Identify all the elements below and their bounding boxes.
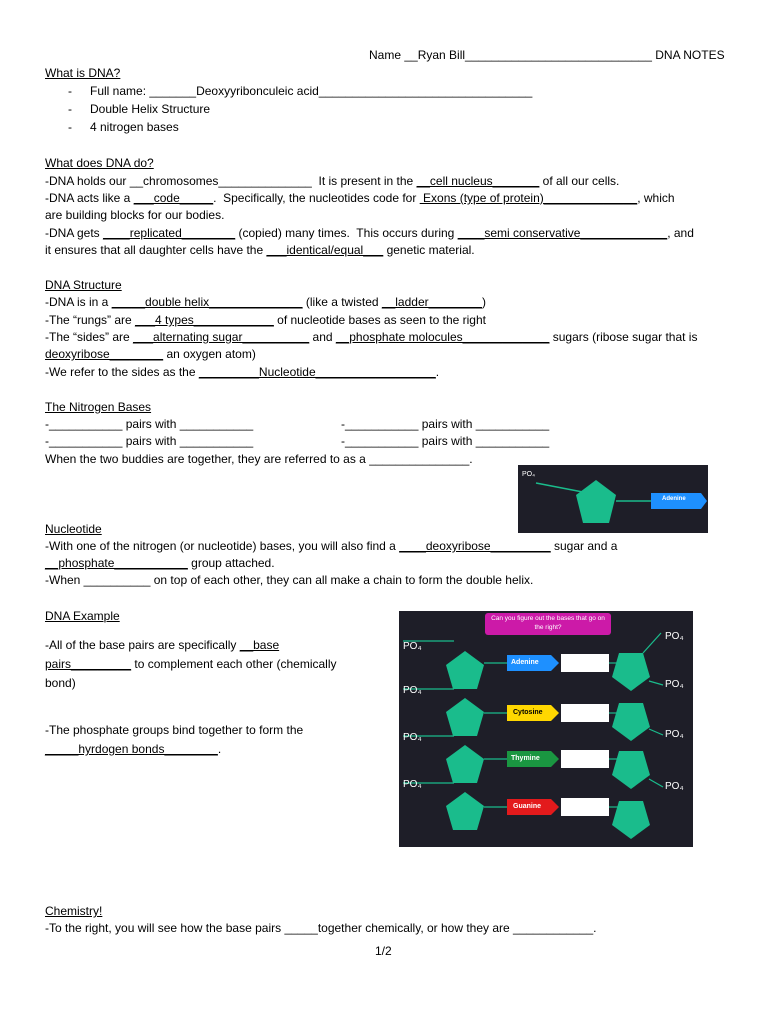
dna-do-line-2: -DNA acts like a ___code_____. Specifically, the nucleotides code for Exons (type of protein)______________, which [45,191,675,205]
right-backbone-line [649,729,663,735]
left-sugar-1 [446,651,484,689]
cytosine-label: Cytosine [513,709,543,716]
pairs-right-1: -___________ pairs with ___________ [341,417,550,431]
guanine-label: Guanine [513,803,542,810]
adenine-label: Adenine [662,496,686,502]
dna-do-line-1: -DNA holds our __chromosomes______________ It is present in the __cell nucleus_______ of all our cells. [45,174,620,188]
bullet-full-name: Full name: _______Deoxyyribonculeic acid________________________________ [90,84,533,98]
po4-label: PO₄ [522,471,535,478]
answer-box-2 [561,704,609,722]
dna-example-heading: DNA Example [45,609,120,623]
sugar-pentagon [576,480,616,523]
right-backbone-line [643,633,661,653]
pairs-left-1: -___________ pairs with ___________ [45,417,254,431]
answer-box-3 [561,750,609,768]
bullet-nitrogen-bases: 4 nitrogen bases [90,120,179,134]
example-line-3: bond) [45,676,76,690]
thymine-label: Thymine [511,755,540,762]
bullet-dash: - [68,84,72,98]
bullet-dash: - [68,102,72,116]
page-number: 1/2 [375,944,392,958]
base-pair-figure [399,611,693,847]
chemistry-line: -To the right, you will see how the base pairs _____together chemically, or how they are ____________. [45,921,597,935]
left-sugar-3 [446,745,484,783]
what-does-dna-do-heading: What does DNA do? [45,156,154,170]
what-is-dna-heading: What is DNA? [45,66,121,80]
left-sugar-4 [446,792,484,830]
phosphate-bond-line [536,483,588,493]
bullet-dash: - [68,120,72,134]
chemistry-heading: Chemistry! [45,904,103,918]
answer-box-4 [561,798,609,816]
nucleotide-figure [518,465,708,533]
nucleotide-heading: Nucleotide [45,522,102,536]
right-sugar-2 [612,703,650,741]
left-sugar-2 [446,698,484,736]
structure-line-2: -The “rungs” are ___4 types____________ of nucleotide bases as seen to the right [45,313,486,327]
po4-right-1: PO₄ [665,631,684,642]
right-backbone-line [649,779,663,787]
right-sugar-1 [612,653,650,691]
structure-line-3: -The “sides” are ___alternating sugar__________ and __phosphate molocules_____________ sugars (ribose sugar that is [45,330,698,344]
right-sugar-3 [612,751,650,789]
po4-left-2: PO₄ [403,685,422,696]
answer-box-1 [561,654,609,672]
question-banner-text: Can you figure out the bases that go on the right? [491,615,605,631]
header-name-line: Name __Ryan Bill____________________________ DNA NOTES [369,48,725,62]
po4-right-4: PO₄ [665,781,684,792]
po4-right-2: PO₄ [665,679,684,690]
dna-structure-heading: DNA Structure [45,278,122,292]
structure-line-5: -We refer to the sides as the _________Nucleotide__________________. [45,365,440,379]
buddies-line: When the two buddies are together, they are referred to as a _______________. [45,452,473,466]
bullet-double-helix: Double Helix Structure [90,102,211,116]
po4-left-4: PO₄ [403,779,422,790]
example-line-5: _____hyrdogen bonds________. [45,742,222,756]
dna-do-line-3: are building blocks for our bodies. [45,208,225,222]
nitrogen-bases-heading: The Nitrogen Bases [45,400,152,414]
example-line-4: -The phosphate groups bind together to form the [45,723,304,737]
nucleotide-line-2: __phosphate___________ group attached. [45,556,275,570]
adenine-label: Adenine [511,659,539,666]
right-sugar-4 [612,801,650,839]
structure-line-4: deoxyribose________ an oxygen atom) [45,347,256,361]
right-backbone-line [649,681,663,685]
example-line-2: pairs_________ to complement each other (chemically [45,657,337,671]
base-pair-diagram [399,611,693,847]
pairs-left-2: -___________ pairs with ___________ [45,434,254,448]
dna-do-line-4: -DNA gets ____replicated________ (copied) many times. This occurs during ____semi conservative_____________, and [45,226,694,240]
nucleotide-line-1: -With one of the nitrogen (or nucleotide) bases, you will also find a ____deoxyribose_________ sugar and a [45,539,618,553]
example-line-1: -All of the base pairs are specifically __base [45,638,280,652]
dna-do-line-5: it ensures that all daughter cells have the ___identical/equal___ genetic material. [45,243,475,257]
po4-left-1: PO₄ [403,641,422,652]
po4-right-3: PO₄ [665,729,684,740]
nucleotide-line-3: -When __________ on top of each other, they can all make a chain to form the double helix. [45,573,534,587]
pairs-right-2: -___________ pairs with ___________ [341,434,550,448]
po4-left-3: PO₄ [403,732,422,743]
structure-line-1: -DNA is in a _____double helix______________ (like a twisted __ladder________) [45,295,487,309]
